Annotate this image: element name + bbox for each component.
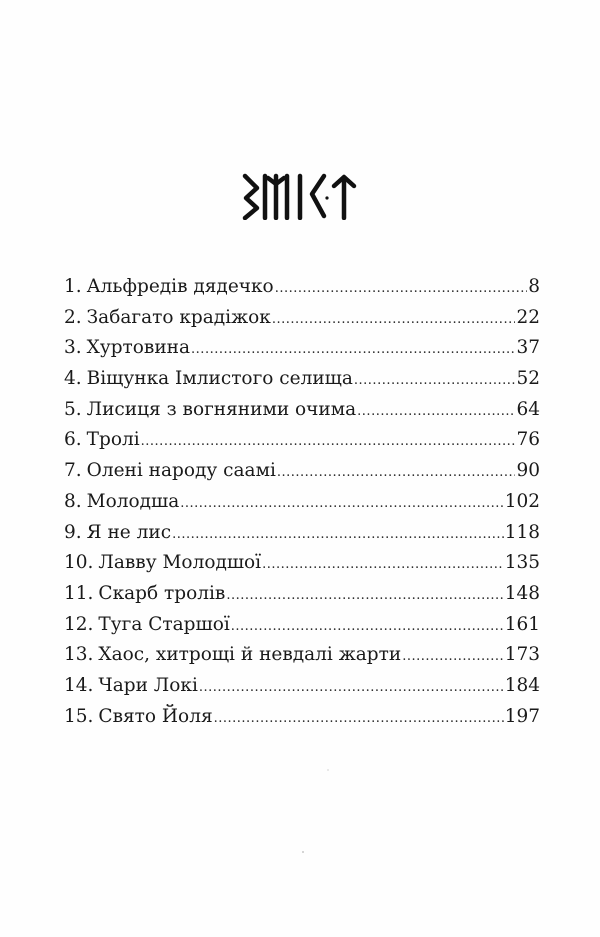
toc-entry-number: 15. bbox=[64, 705, 94, 727]
toc-entry-title: Хаос, хитрощі й невдалі жарти bbox=[98, 644, 402, 666]
toc-entry-page: 22 bbox=[516, 306, 540, 328]
dot-leader bbox=[141, 427, 516, 456]
dot-leader bbox=[180, 489, 503, 518]
toc-entry[interactable] bbox=[64, 579, 540, 610]
toc-entry-title: Скарб тролів bbox=[98, 582, 226, 604]
toc-entry-number: 8. bbox=[64, 490, 82, 512]
page-title bbox=[0, 170, 600, 220]
toc-entry[interactable] bbox=[64, 487, 540, 518]
toc-entry[interactable] bbox=[64, 518, 540, 549]
toc-entry-page: 64 bbox=[516, 398, 540, 420]
toc-entry[interactable] bbox=[64, 456, 540, 487]
toc-entry-number: 11. bbox=[64, 582, 94, 604]
toc-entry-number: 10. bbox=[64, 552, 94, 574]
toc-entry-title: Туга Старшої bbox=[98, 613, 230, 635]
toc-entry-page: 90 bbox=[516, 460, 540, 482]
toc-entry-title: Забагато крадіжок bbox=[86, 306, 271, 328]
toc-entry-page: 52 bbox=[516, 368, 540, 390]
dot-leader bbox=[199, 673, 504, 702]
toc-entry-page: 135 bbox=[504, 552, 540, 574]
dot-leader bbox=[402, 642, 503, 671]
dot-leader bbox=[275, 274, 528, 303]
dot-leader bbox=[231, 612, 504, 641]
toc-entry-number: 4. bbox=[64, 368, 82, 390]
toc-entry-title: Тролі bbox=[86, 429, 140, 451]
toc-entry-title: Олені народу саамі bbox=[86, 460, 276, 482]
dot-leader bbox=[214, 704, 504, 733]
toc-entry[interactable] bbox=[64, 671, 540, 702]
dot-leader bbox=[262, 550, 504, 579]
toc-entry-title: Хуртовина bbox=[86, 337, 191, 359]
paper-speck bbox=[327, 769, 329, 771]
rune-title-lettering bbox=[240, 170, 360, 220]
toc-entry[interactable] bbox=[64, 364, 540, 395]
paper-speck bbox=[302, 851, 304, 853]
toc-entry[interactable] bbox=[64, 702, 540, 733]
toc-entry-number: 6. bbox=[64, 429, 82, 451]
toc-entry-number: 7. bbox=[64, 460, 82, 482]
toc-entry-number: 9. bbox=[64, 521, 82, 543]
dot-leader bbox=[226, 581, 503, 610]
toc-entry[interactable] bbox=[64, 548, 540, 579]
toc-entry-page: 161 bbox=[504, 613, 540, 635]
toc-entry-number: 1. bbox=[64, 276, 82, 297]
toc-entry-number: 2. bbox=[64, 306, 82, 328]
toc-entry[interactable] bbox=[64, 640, 540, 671]
toc-entry-title: Лавву Молодшої bbox=[98, 552, 262, 574]
toc-entry-number: 5. bbox=[64, 398, 82, 420]
dot-leader bbox=[277, 458, 516, 487]
toc-entry-title: Свято Йоля bbox=[98, 705, 213, 727]
toc-entry[interactable] bbox=[64, 333, 540, 364]
toc-entry-title: Молодша bbox=[86, 490, 180, 512]
toc-entry[interactable] bbox=[64, 303, 540, 334]
toc-entry-page: 102 bbox=[504, 490, 540, 512]
dot-leader bbox=[272, 305, 516, 334]
toc-entry-page: 76 bbox=[516, 429, 540, 451]
toc-entry[interactable] bbox=[64, 395, 540, 426]
toc-entry-title: Альфредів дядечко bbox=[86, 276, 274, 297]
toc-entry-title: Віщунка Імлистого селища bbox=[86, 368, 353, 390]
toc-entry-page: 197 bbox=[504, 705, 540, 727]
toc-entry[interactable] bbox=[64, 272, 540, 303]
toc-entry-title: Чари Локі bbox=[98, 674, 198, 696]
table-of-contents bbox=[64, 272, 540, 732]
dot-leader bbox=[357, 397, 515, 426]
toc-entry-page: 184 bbox=[504, 674, 540, 696]
dot-leader bbox=[172, 520, 504, 549]
toc-entry-page: 148 bbox=[504, 582, 540, 604]
toc-entry[interactable] bbox=[64, 610, 540, 641]
toc-entry-title: Лисиця з вогняними очима bbox=[86, 398, 357, 420]
toc-entry-title: Я не лис bbox=[86, 521, 172, 543]
toc-entry[interactable] bbox=[64, 425, 540, 456]
toc-entry-page: 37 bbox=[516, 337, 540, 359]
toc-entry-page: 118 bbox=[504, 521, 540, 543]
toc-entry-page: 173 bbox=[504, 644, 540, 666]
toc-entry-page: 8 bbox=[528, 276, 540, 297]
toc-entry-number: 12. bbox=[64, 613, 94, 635]
dot-leader bbox=[354, 366, 516, 395]
toc-entry-number: 3. bbox=[64, 337, 82, 359]
toc-entry-number: 13. bbox=[64, 644, 94, 666]
dot-leader bbox=[191, 335, 515, 364]
toc-entry-number: 14. bbox=[64, 674, 94, 696]
